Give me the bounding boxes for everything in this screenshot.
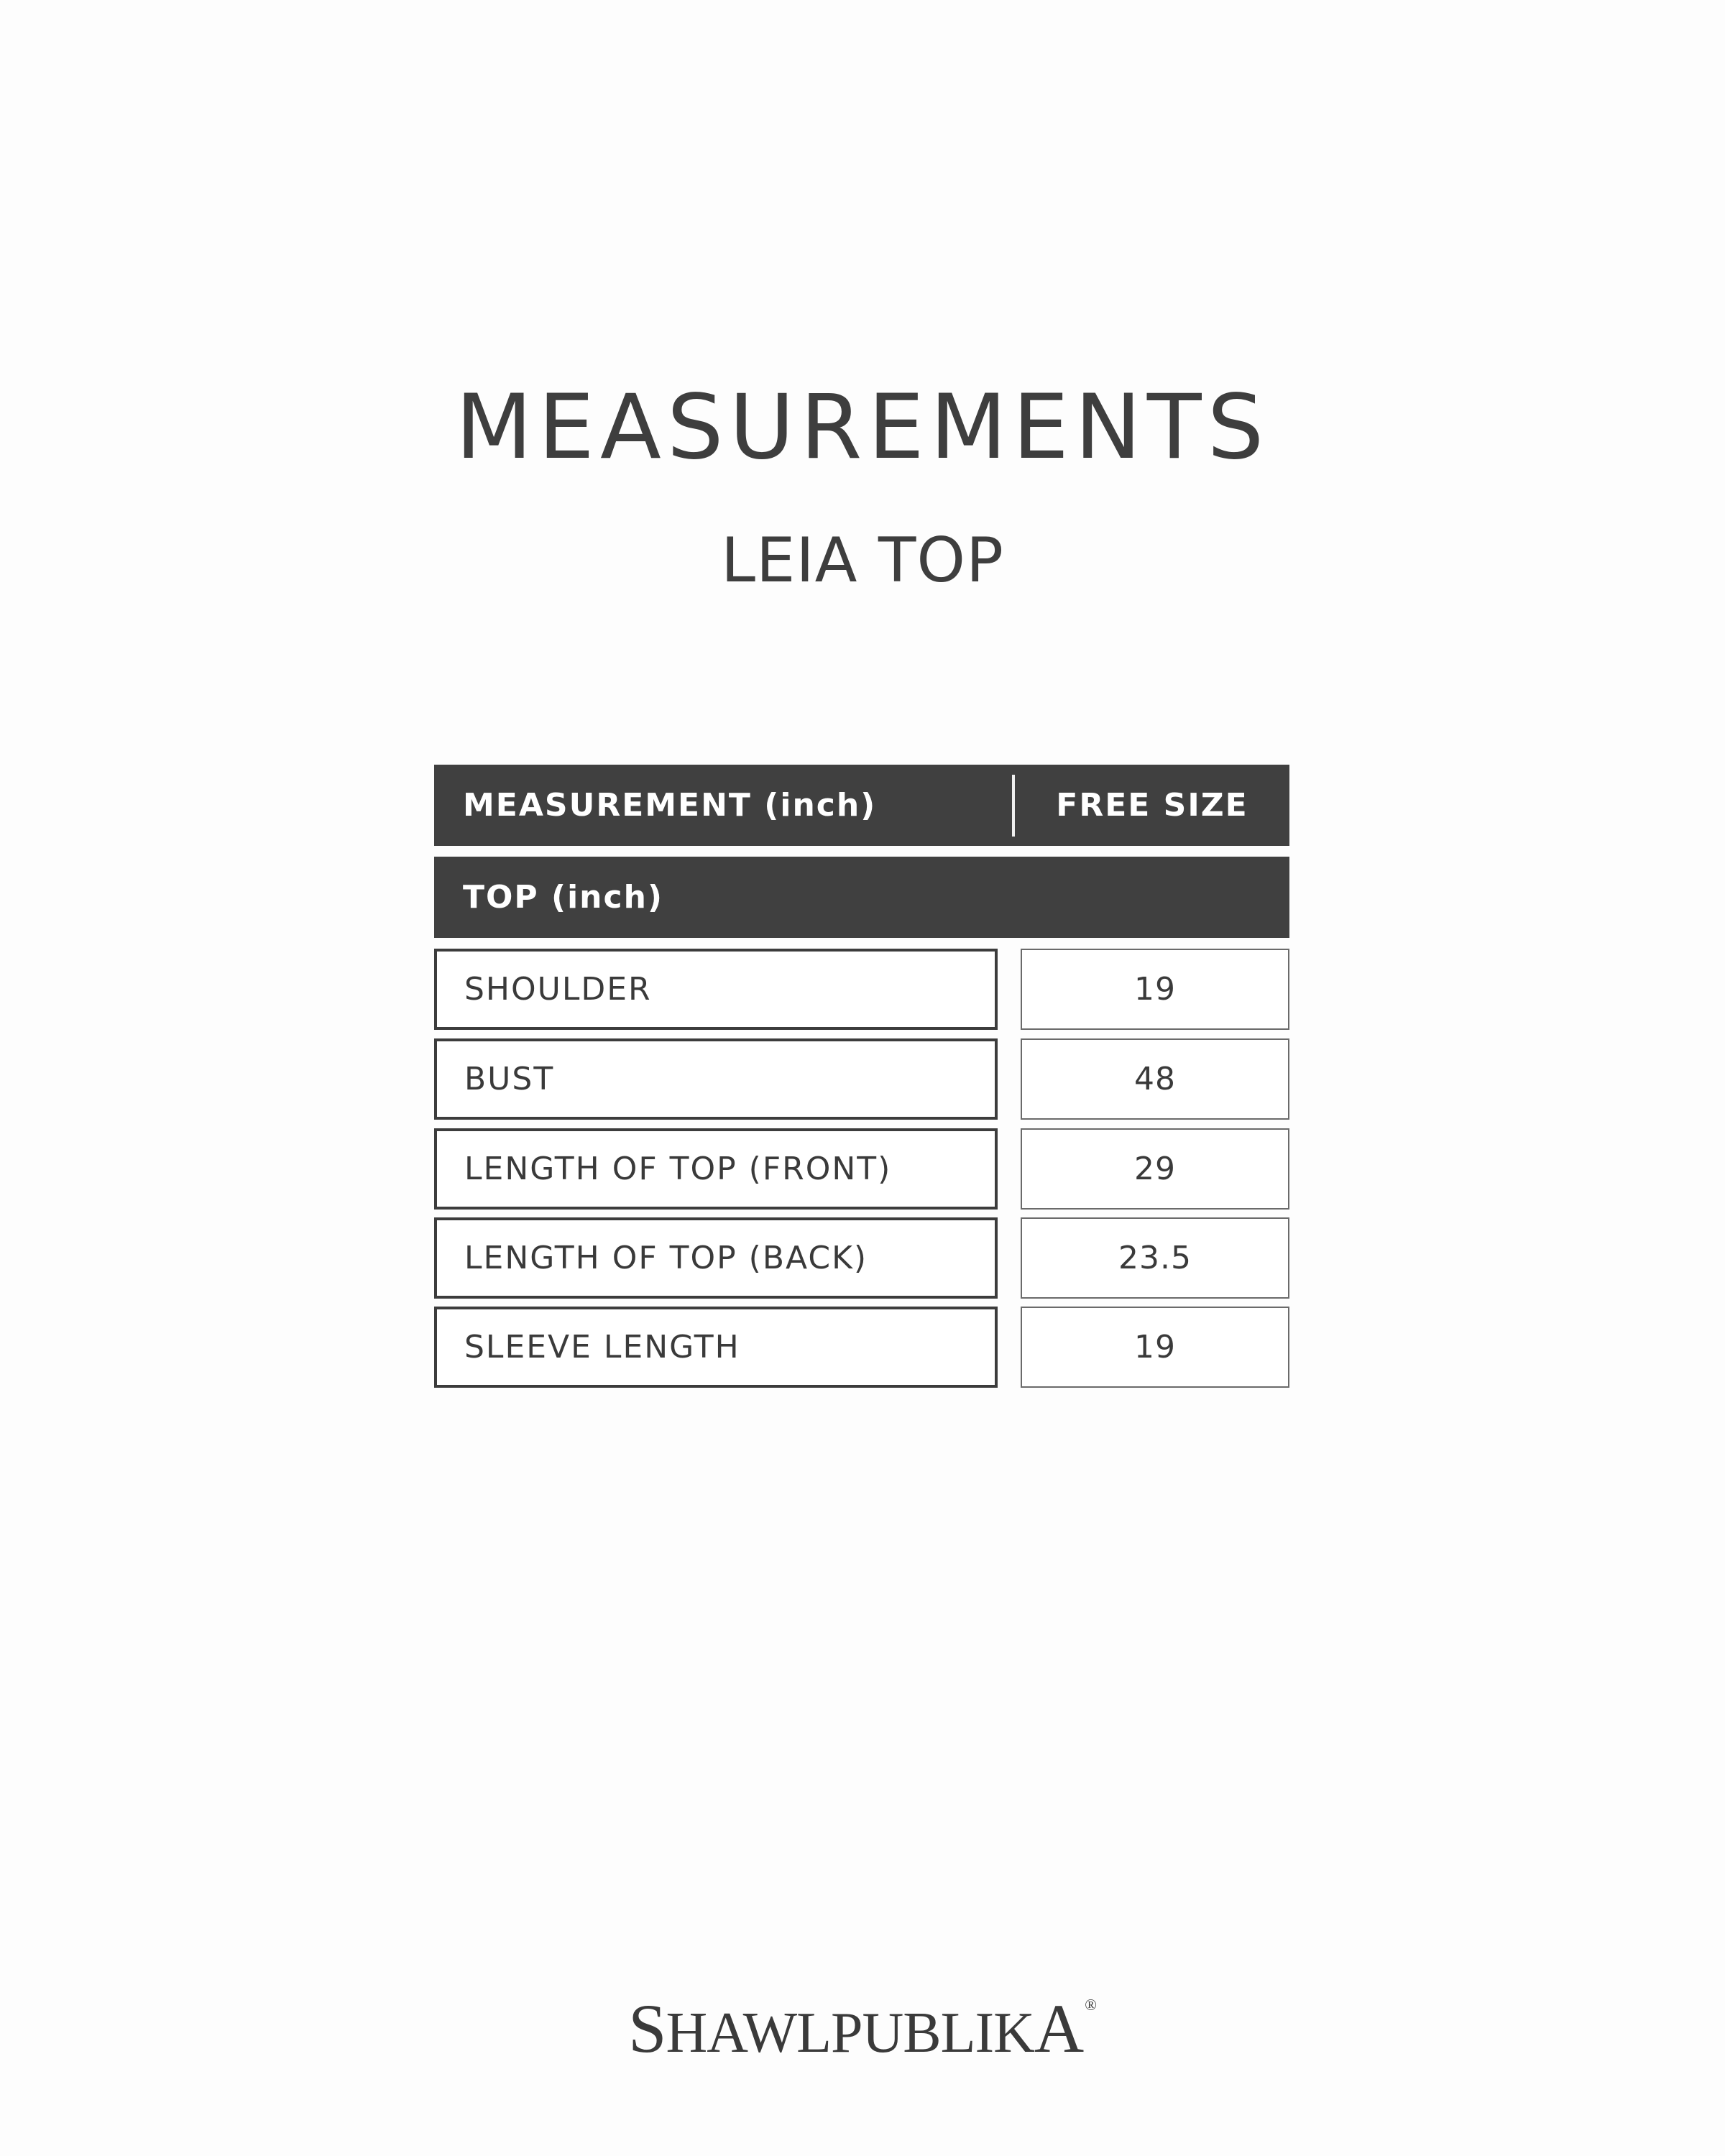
row-value: 19 — [1021, 1307, 1289, 1388]
logo-first-letter: S — [628, 1990, 666, 2067]
row-value: 29 — [1021, 1128, 1289, 1210]
row-name: BUST — [464, 1061, 555, 1097]
row-name: LENGTH OF TOP (FRONT) — [464, 1151, 892, 1187]
table-row — [434, 1217, 1289, 1299]
row-value: 19 — [1021, 949, 1289, 1030]
row-value: 23.5 — [1021, 1217, 1289, 1299]
table-row — [434, 1307, 1289, 1388]
page-title: MEASUREMENTS — [455, 376, 1270, 479]
section-header-top — [434, 857, 1289, 938]
logo-last-letter: A — [1034, 1990, 1084, 2067]
row-name-cell — [434, 1217, 998, 1299]
logo-middle: HAWLPUBLIK — [666, 2001, 1034, 2065]
row-name: SHOULDER — [464, 971, 652, 1008]
table-row — [434, 1038, 1289, 1120]
section-label: TOP (inch) — [463, 879, 664, 916]
row-name-cell — [434, 949, 998, 1030]
table-header — [434, 765, 1289, 846]
row-name-cell — [434, 1128, 998, 1210]
row-name-cell — [434, 1307, 998, 1388]
product-name: LEIA TOP — [721, 525, 1004, 596]
registered-mark: ® — [1085, 1996, 1097, 2014]
row-value: 48 — [1021, 1038, 1289, 1120]
header-measurement-label: MEASUREMENT (inch) — [463, 787, 877, 824]
row-name: LENGTH OF TOP (BACK) — [464, 1240, 868, 1276]
row-name-cell — [434, 1038, 998, 1120]
header-size-label: FREE SIZE — [1056, 787, 1248, 824]
row-name: SLEEVE LENGTH — [464, 1329, 740, 1365]
table-row — [434, 949, 1289, 1030]
brand-logo — [0, 1966, 1725, 2088]
table-row — [434, 1128, 1289, 1210]
